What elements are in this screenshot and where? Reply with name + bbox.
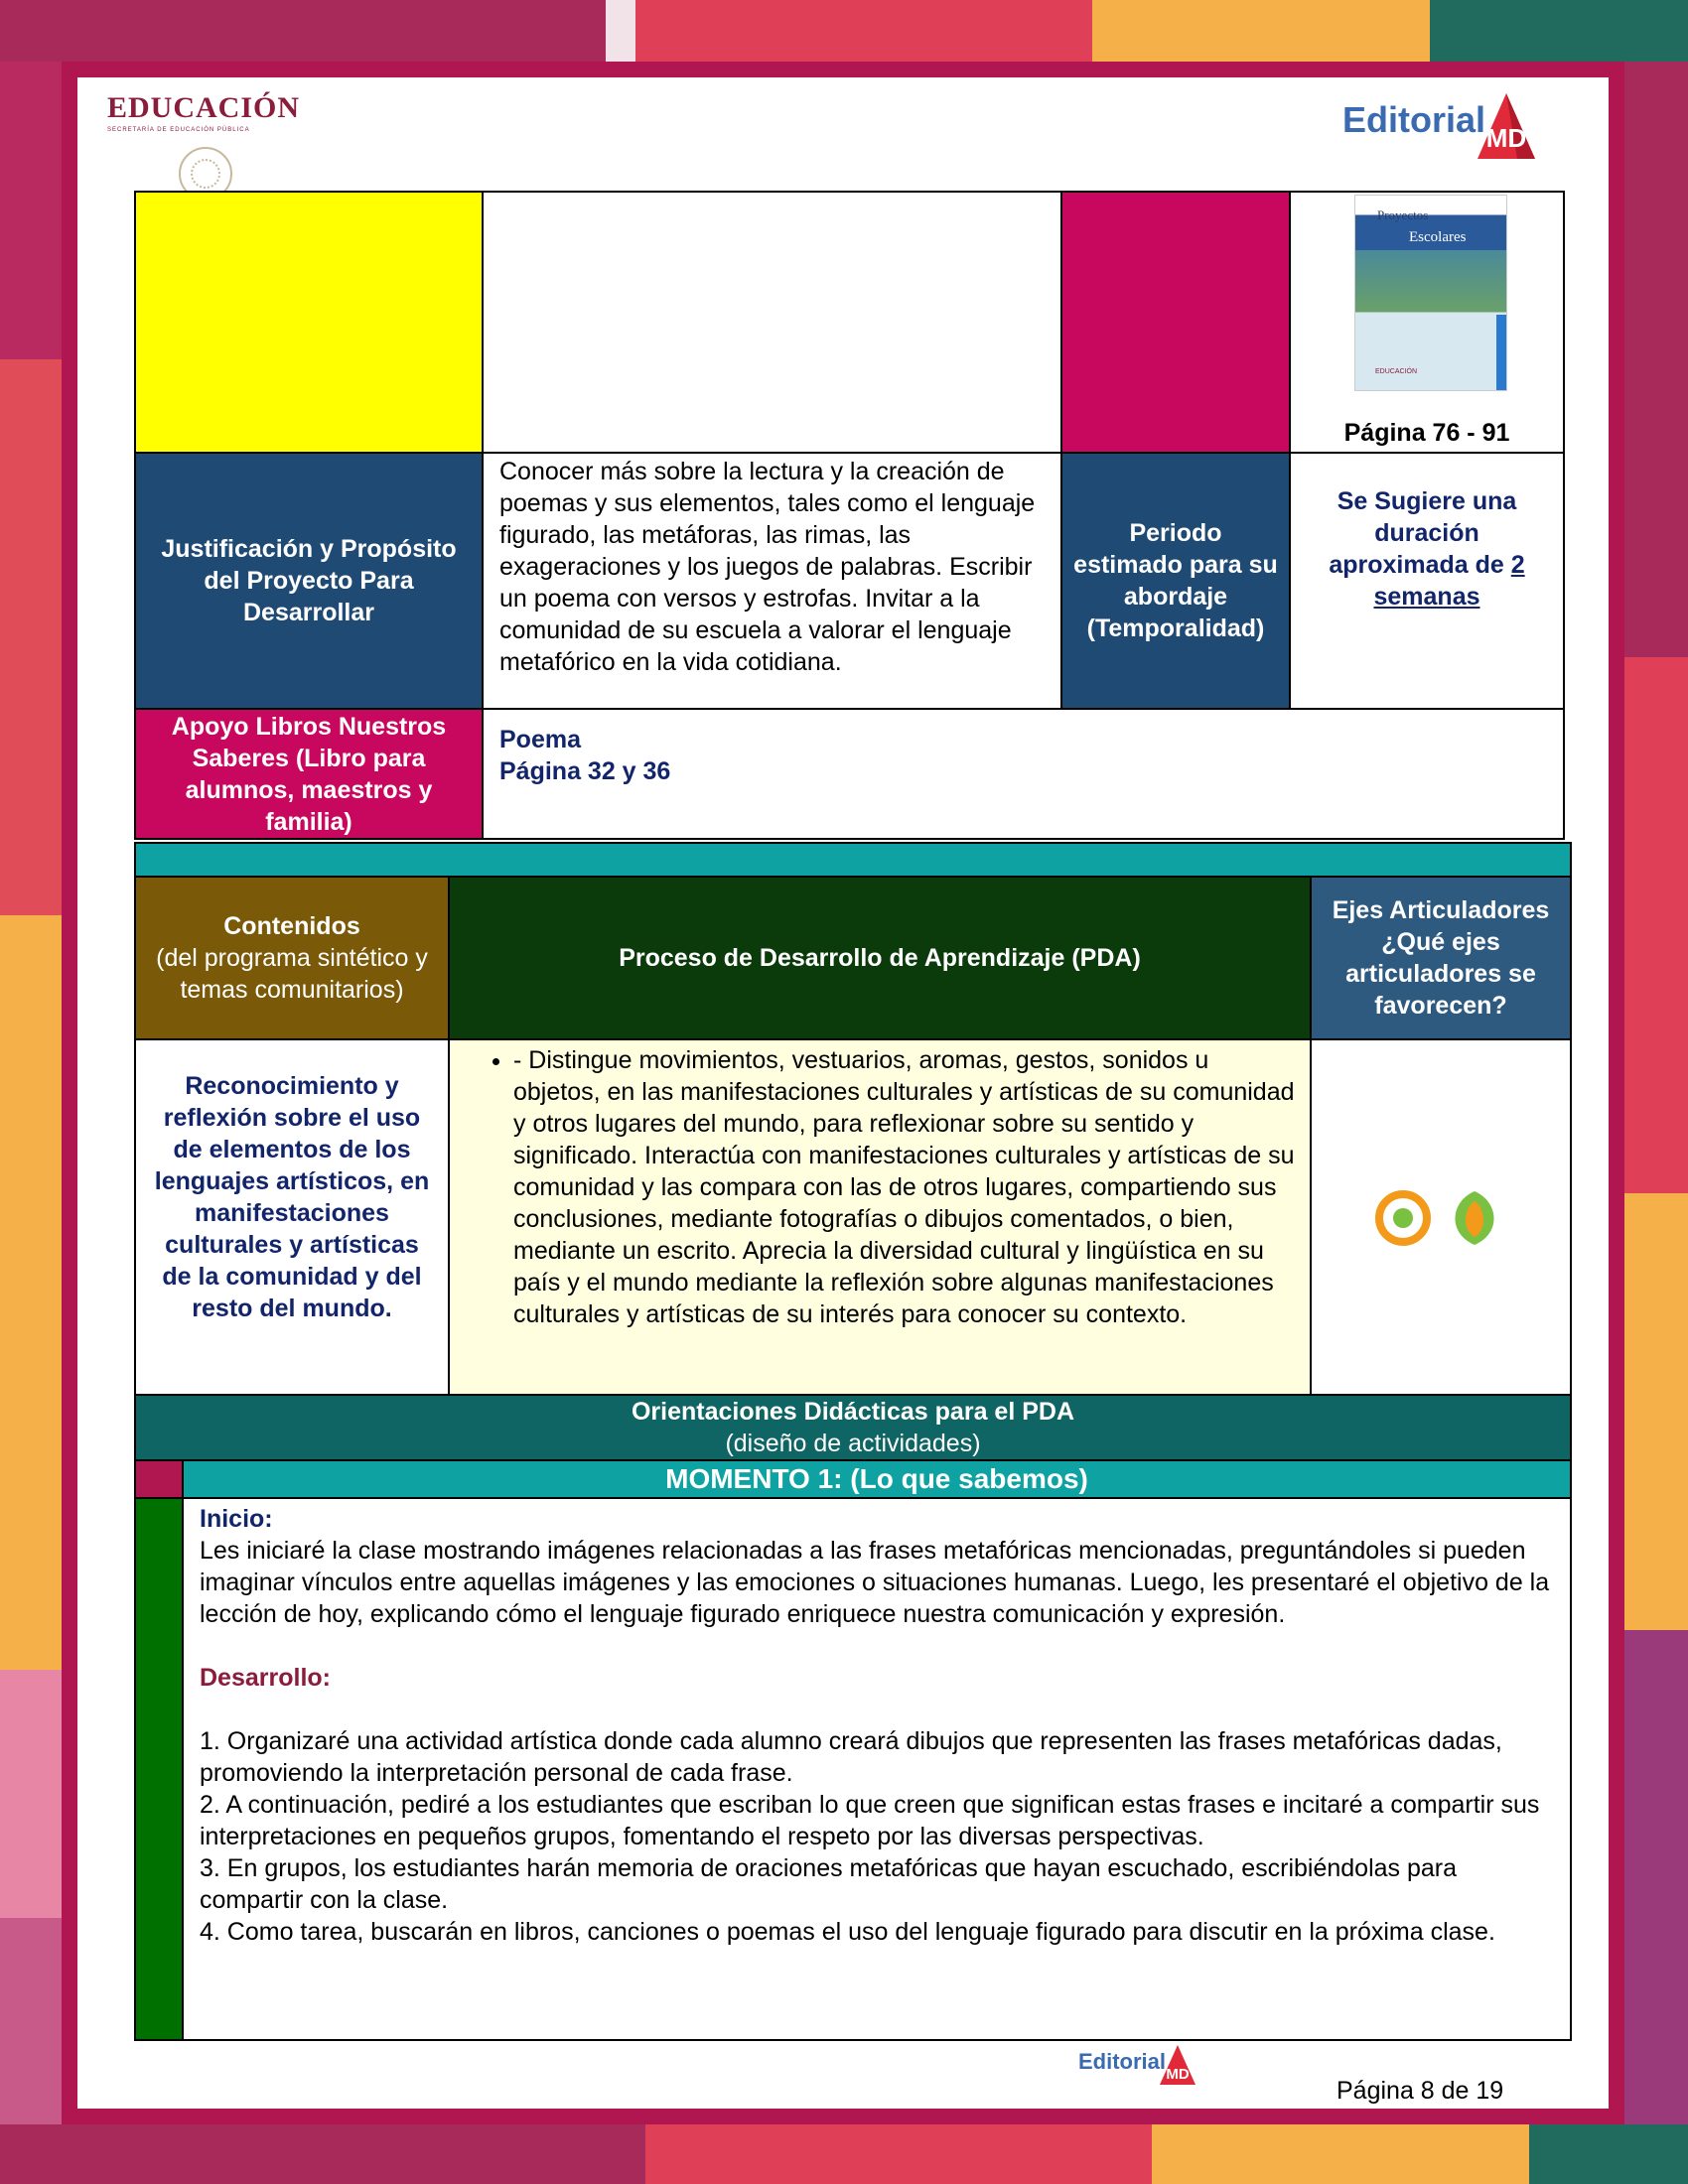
logo-subtitle: SECRETARÍA DE EDUCACIÓN PÚBLICA bbox=[107, 127, 250, 133]
periodo-weeks: 2 bbox=[1510, 551, 1525, 579]
justificacion-text: Conocer más sobre la lectura y la creación de poemas y sus elementos, tales como el lenguaje figurado, las metáforas, las rimas, las exageraciones y los juegos de palabras. Escribir un poema con versos y estrofas. Invitar a la comunidad de su escuela a valorar el lenguaje metafórico en la vida cotidiana. bbox=[499, 458, 1036, 676]
bg-block-bottom-2 bbox=[645, 2124, 1152, 2184]
momento-green-bar bbox=[134, 1497, 184, 2041]
footer-md-logo-icon bbox=[1158, 2043, 1197, 2087]
contenidos-header-rest: (del programa sintético y temas comunitarios) bbox=[156, 944, 428, 1004]
page-number: Página 8 de 19 bbox=[1336, 2077, 1504, 2105]
momento-header bbox=[182, 1459, 1572, 1499]
periodo-label-cell bbox=[1060, 452, 1291, 710]
periodo-weeks-unit: semanas bbox=[1373, 583, 1480, 611]
logo-title: EDUCACIÓN bbox=[107, 91, 301, 124]
bg-block-bottom-3 bbox=[1152, 2124, 1529, 2184]
pda-header-text: Proceso de Desarrollo de Aprendizaje (PDA) bbox=[619, 944, 1141, 972]
contenidos-header-text bbox=[146, 910, 438, 1006]
orientaciones-subtitle: (diseño de actividades) bbox=[725, 1430, 981, 1457]
orientaciones-header bbox=[134, 1394, 1572, 1461]
bg-block-right-4 bbox=[1624, 1630, 1688, 2184]
justificacion-text-cell bbox=[482, 452, 1062, 710]
book-cover-image bbox=[1354, 195, 1507, 391]
teal-separator bbox=[134, 842, 1572, 878]
bg-block-left-3 bbox=[0, 915, 62, 1670]
bg-block-left-4 bbox=[0, 1670, 62, 1918]
book-pages: Página 76 - 91 bbox=[1343, 419, 1510, 447]
bg-block-right-1 bbox=[1624, 62, 1688, 657]
justificacion-label: Justificación y Propósito del Proyecto Para Desarrollar bbox=[161, 535, 457, 626]
bg-block-bottom-4 bbox=[1529, 2124, 1688, 2184]
interculturalidad-icon bbox=[1455, 1191, 1493, 1245]
periodo-prefix: Se Sugiere una duración aproximada de bbox=[1329, 487, 1517, 579]
blank-block bbox=[482, 191, 1062, 454]
pda-item: • - Distingue movimientos, vestuarios, aromas, gestos, sonidos u objetos, en las manifestaciones culturales y artísticas de su comunidad y otros lugares del mundo, para reflexionar sobre su sentido y significado. Interactúa con manifestaciones culturales y artísticas de su comunidad y las compara con las de otros lugares, compartiendo sus conclusiones, mediante fotografías o dibujos comentados, o bien, mediante un escrito. Aprecia la diversidad cultural y lingüística en su país y el mundo mediante la reflexión sobre algunas manifestaciones culturales y artísticas de su interés para conocer su contexto. bbox=[513, 1044, 1296, 1330]
periodo-text bbox=[1305, 485, 1549, 613]
book-cell bbox=[1289, 191, 1565, 454]
bg-block-bottom-1 bbox=[0, 2124, 645, 2184]
periodo-label: Periodo estimado para su abordaje (Temporalidad) bbox=[1073, 519, 1278, 642]
periodo-text-cell bbox=[1289, 452, 1565, 710]
educacion-logo bbox=[107, 91, 300, 133]
editorial-md-logo bbox=[1342, 99, 1527, 153]
bg-block-top-1 bbox=[0, 0, 606, 62]
contenidos-header bbox=[134, 876, 450, 1040]
bg-block-top-2 bbox=[606, 0, 635, 62]
apoyo-label-cell bbox=[134, 708, 484, 840]
apoyo-line2: Página 32 y 36 bbox=[499, 757, 671, 785]
bg-block-right-3 bbox=[1624, 1193, 1688, 1630]
cover-line1: Proyectos bbox=[1377, 207, 1429, 222]
footer-md-mark: MD bbox=[1166, 2066, 1190, 2083]
desarrollo-step-4: 4. Como tarea, buscarán en libros, canciones o poemas el uso del lenguaje figurado para discutir en la próxima clase. bbox=[200, 1918, 1495, 1946]
footer-editorial-word: Editorial bbox=[1078, 2049, 1167, 2074]
orientaciones-title: Orientaciones Didácticas para el PDA bbox=[631, 1398, 1074, 1426]
desarrollo-step-2: 2. A continuación, pediré a los estudiantes que escriban lo que creen que significan estas frases e incitaré a compartir sus interpretaciones en pequeños grupos, fomentando el respeto por las diversas perspectivas. bbox=[200, 1791, 1540, 1850]
bg-block-top-5 bbox=[1430, 0, 1688, 62]
md-mark: MD bbox=[1485, 123, 1527, 153]
bg-block-right-2 bbox=[1624, 657, 1688, 1193]
pda-cell bbox=[448, 1038, 1312, 1396]
justificacion-label-cell bbox=[134, 452, 484, 710]
apoyo-text-cell bbox=[482, 708, 1565, 840]
momento-body bbox=[182, 1497, 1572, 2041]
bg-block-top-4 bbox=[1092, 0, 1430, 62]
pda-header bbox=[448, 876, 1312, 1040]
editorial-word: Editorial bbox=[1342, 99, 1486, 140]
ejes-cell bbox=[1310, 1038, 1572, 1396]
contenidos-cell bbox=[134, 1038, 450, 1396]
desarrollo-step-3: 3. En grupos, los estudiantes harán memoria de oraciones metafóricas que hayan escuchado, escribiéndolas para compartir con la clase. bbox=[200, 1854, 1458, 1914]
md-logo-icon bbox=[1474, 91, 1539, 161]
desarrollo-label: Desarrollo: bbox=[200, 1664, 331, 1692]
apoyo-line1: Poema bbox=[499, 726, 581, 753]
ejes-header bbox=[1310, 876, 1572, 1040]
inicio-text: Les iniciaré la clase mostrando imágenes relacionadas a las frases metafóricas mencionadas, preguntándoles si pueden imaginar vínculos entre aquellas imágenes y las emociones o situaciones humanas. Luego, les presentaré el objetivo de la lección de hoy, explicando cómo el lenguaje figurado enriquece nuestra comunicación y expresión. bbox=[200, 1537, 1550, 1628]
cover-footer: EDUCACIÓN bbox=[1375, 368, 1418, 375]
bg-block-left-2 bbox=[0, 359, 62, 915]
orientaciones-text bbox=[632, 1396, 1074, 1459]
yellow-block bbox=[134, 191, 484, 454]
ejes-header-text: Ejes Articuladores ¿Qué ejes articuladores se favorecen? bbox=[1332, 896, 1550, 1020]
desarrollo-step-1: 1. Organizaré una actividad artística donde cada alumno creará dibujos que representen las frases metafóricas dadas, promoviendo la interpretación personal de cada frase. bbox=[200, 1727, 1502, 1787]
apoyo-label: Apoyo Libros Nuestros Saberes (Libro para alumnos, maestros y familia) bbox=[171, 712, 447, 836]
contenidos-text: Reconocimiento y reflexión sobre el uso de elementos de los lenguajes artísticos, en manifestaciones culturales y artísticas de la comunidad y del resto del mundo. bbox=[154, 1072, 430, 1322]
inclusion-icon bbox=[1379, 1194, 1427, 1242]
cover-line2: Escolares bbox=[1409, 229, 1467, 245]
inicio-label: Inicio: bbox=[200, 1505, 273, 1533]
momento-title: MOMENTO 1: (Lo que sabemos) bbox=[665, 1463, 1088, 1494]
bg-block-left-1 bbox=[0, 62, 62, 359]
bg-block-top-3 bbox=[635, 0, 1092, 62]
magenta-block bbox=[1060, 191, 1291, 454]
ejes-icons bbox=[1375, 1187, 1504, 1249]
momento-marker bbox=[134, 1459, 184, 1499]
contenidos-header-bold: Contenidos bbox=[223, 912, 360, 940]
footer-editorial-logo bbox=[1078, 2049, 1190, 2083]
